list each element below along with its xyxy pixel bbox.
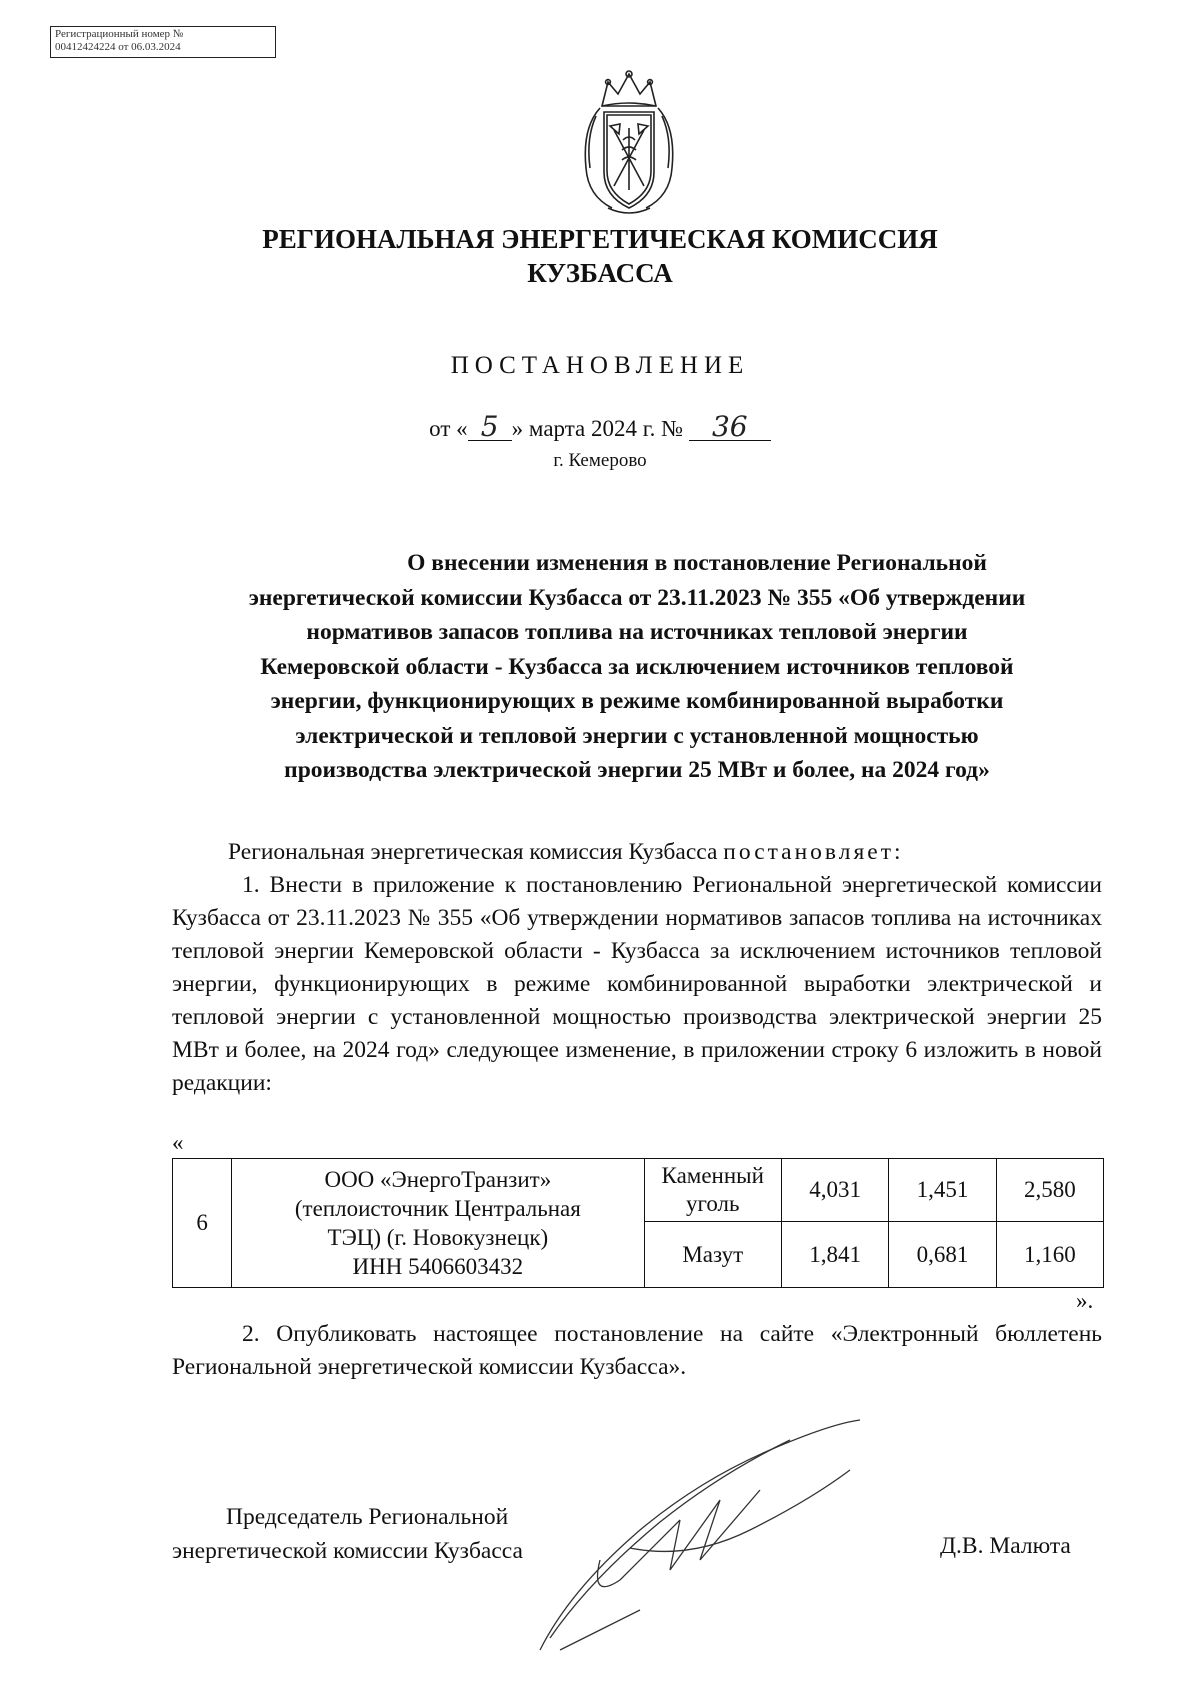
quote-close: ». [1076, 1288, 1094, 1313]
subject-line: Кемеровской области - Кузбасса за исключением источников тепловой [260, 653, 1014, 680]
subject-line: производства электрической энергии 25 МВт и более, на 2024 год» [284, 757, 990, 783]
value-cell: 1,451 [889, 1159, 996, 1222]
signatory-role-line-2: энергетической комиссии Кузбасса [172, 1538, 523, 1564]
resolution-intro [172, 836, 1102, 869]
subject-line: электрической и тепловой энергии с установленной мощностью [295, 722, 979, 749]
organization-title-line-1: РЕГИОНАЛЬНАЯ ЭНЕРГЕТИЧЕСКАЯ КОМИССИЯ [262, 224, 938, 254]
organization-title-line-2: КУЗБАССА [527, 258, 673, 288]
document-subject [172, 546, 1102, 788]
subject-line: нормативов запасов топлива на источниках тепловой энергии [306, 619, 968, 645]
paragraph-1: 1. Внести в приложение к постановлению Региональной энергетической комиссии Кузбасса от 23.11.2023 № 355 «Об утверждении нормативов запасов топлива на источниках тепловой энергии Кемеровской области - Кузбасса за исключением источников тепловой энергии, функционирующих в режиме комбинированной выработки электрической и тепловой энергии с установленной мощностью производства электрической энергии 25 МВт и более, на 2024 год» следующее изменение, в приложении строку 6 изложить в новой редакции: [172, 872, 1102, 1096]
organization-cell: ООО «ЭнергоТранзит» (теплоисточник Центральная ТЭЦ) (г. Новокузнецк) ИНН 5406603432 [232, 1159, 644, 1288]
registration-line-1: Регистрационный номер № [55, 28, 184, 40]
table-row [173, 1159, 1104, 1222]
value-cell: 2,580 [996, 1159, 1103, 1222]
date-prefix: от « [429, 416, 468, 441]
subject-line: О внесении изменения в постановление Региональной [407, 550, 987, 576]
fuel-type-cell: Каменный уголь [644, 1159, 781, 1222]
kuzbass-coat-of-arms-icon [572, 68, 686, 220]
document-city: г. Кемерово [553, 450, 647, 471]
signatory-name: Д.В. Малюта [940, 1533, 1071, 1559]
row-number-cell: 6 [173, 1159, 232, 1288]
intro-text: Региональная энергетическая комиссия Кузбасса [228, 839, 724, 865]
date-day: 5 [468, 414, 512, 441]
organization-title [150, 222, 1050, 290]
fuel-type-cell: Мазут [644, 1222, 781, 1288]
signatory-role-line-1: Председатель Региональной [226, 1504, 509, 1530]
value-cell: 0,681 [889, 1222, 996, 1288]
value-cell: 1,160 [996, 1222, 1103, 1288]
document-date-line [300, 410, 900, 443]
registration-line-2: 00412424224 от 06.03.2024 [55, 41, 181, 53]
date-month-year: » марта 2024 г. № [511, 416, 684, 441]
registration-stamp [50, 26, 276, 58]
handwritten-signature [530, 1410, 950, 1660]
subject-line: энергетической комиссии Кузбасса от 23.11.2023 № 355 «Об утверждении [248, 584, 1026, 611]
signatory-role [172, 1500, 523, 1568]
fuel-norms-table [172, 1158, 1104, 1288]
value-cell: 1,841 [781, 1222, 888, 1288]
intro-resolves: постановляет: [723, 839, 904, 865]
document-type: ПОСТАНОВЛЕНИЕ [450, 352, 750, 379]
value-cell: 4,031 [781, 1159, 888, 1222]
paragraph-2: 2. Опубликовать настоящее постановление на сайте «Электронный бюллетень Региональной энергетической комиссии Кузбасса». [172, 1321, 1102, 1380]
subject-line: энергии, функционирующих в режиме комбинированной выработки [270, 688, 1004, 714]
quote-open: « [172, 1130, 184, 1155]
document-number: 36 [689, 414, 771, 441]
